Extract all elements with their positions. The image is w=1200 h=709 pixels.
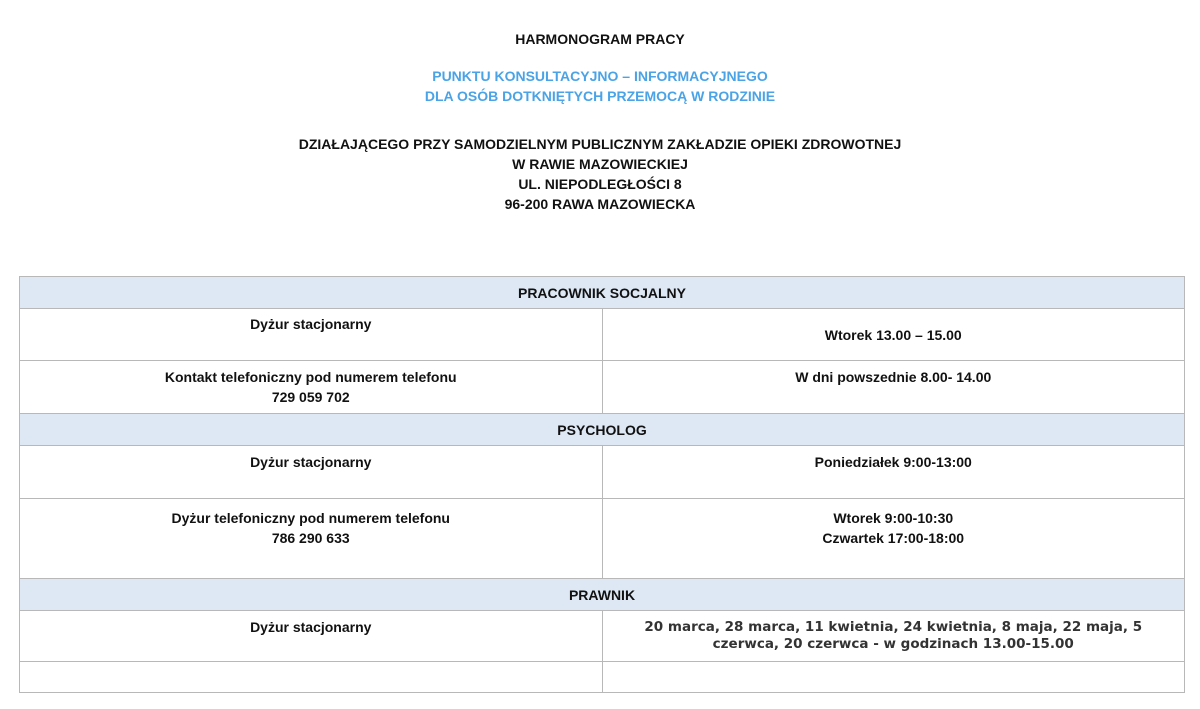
duty-type-cell: Dyżur stacjonarny [20, 309, 603, 361]
duty-hours-line-2: Czwartek 17:00-18:00 [822, 530, 965, 546]
phone-number: 729 059 702 [271, 389, 350, 405]
section-header: PSYCHOLOG [20, 414, 1185, 446]
table-row [20, 611, 1185, 662]
address-line-4: 96-200 RAWA MAZOWIECKA [504, 196, 696, 212]
document-title: HARMONOGRAM PRACY [515, 31, 685, 47]
duty-type-cell: Dyżur stacjonarny [20, 611, 603, 662]
empty-row [20, 662, 1185, 693]
table-row [20, 446, 1185, 499]
duty-type-text: Kontakt telefoniczny pod numerem telefonu [164, 369, 457, 385]
phone-number: 786 290 633 [271, 530, 350, 546]
empty-cell [602, 662, 1185, 693]
table-row [20, 361, 1185, 414]
duty-hours-cell: Wtorek 13.00 – 15.00 [602, 309, 1185, 361]
section-header: PRACOWNIK SOCJALNY [20, 277, 1185, 309]
duty-type-text: Dyżur telefoniczny pod numerem telefonu [171, 510, 450, 526]
address-line-1: DZIAŁAJĄCEGO PRZY SAMODZIELNYM PUBLICZNYM ZAKŁADZIE OPIEKI ZDROWOTNEJ [298, 136, 902, 152]
address-line-3: UL. NIEPODLEGŁOŚCI 8 [518, 176, 682, 192]
duty-dates-cell: 20 marca, 28 marca, 11 kwietnia, 24 kwietnia, 8 maja, 22 maja, 5 czerwca, 20 czerwca - w godzinach 13.00-15.00 [602, 611, 1185, 662]
schedule-table [19, 276, 1185, 693]
section-psychologist [20, 414, 1185, 446]
institution-address [0, 134, 1200, 214]
section-lawyer [20, 579, 1185, 611]
duty-hours-cell: W dni powszednie 8.00- 14.00 [602, 361, 1185, 414]
table-row [20, 499, 1185, 579]
duty-hours-cell [602, 499, 1185, 579]
subtitle-line-2: DLA OSÓB DOTKNIĘTYCH PRZEMOCĄ W RODZINIE [424, 88, 776, 104]
duty-type-cell [20, 361, 603, 414]
duty-type-cell: Dyżur stacjonarny [20, 446, 603, 499]
document-subtitle [0, 66, 1200, 106]
address-line-2: W RAWIE MAZOWIECKIEJ [512, 156, 688, 172]
subtitle-line-1: PUNKTU KONSULTACYJNO – INFORMACYJNEGO [432, 68, 768, 84]
duty-hours-cell: Poniedziałek 9:00-13:00 [602, 446, 1185, 499]
section-header: PRAWNIK [20, 579, 1185, 611]
section-social-worker [20, 277, 1185, 309]
empty-cell [20, 662, 603, 693]
table-row [20, 309, 1185, 361]
duty-hours-line-1: Wtorek 9:00-10:30 [833, 510, 954, 526]
duty-type-cell [20, 499, 603, 579]
